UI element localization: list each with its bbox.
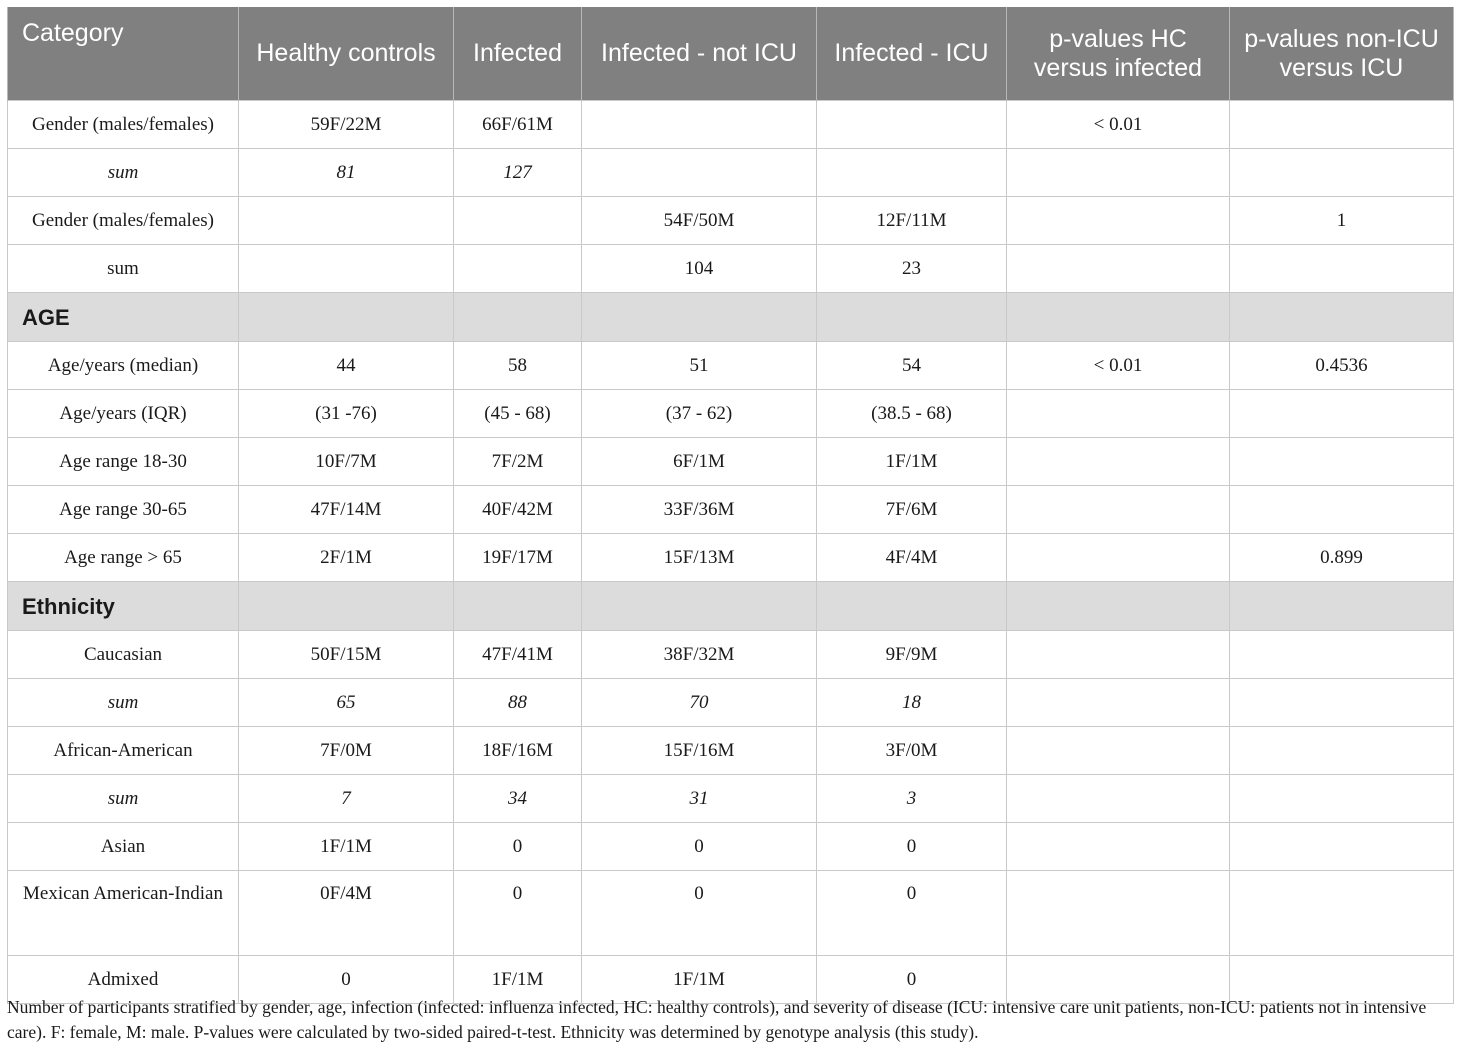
table-cell: 3F/0M — [817, 727, 1007, 775]
table-cell: 54F/50M — [582, 197, 817, 245]
table-cell — [454, 245, 582, 293]
section-cell — [1007, 582, 1230, 631]
table-cell: 0 — [239, 956, 454, 1004]
table-cell: 0 — [454, 871, 582, 956]
table-row — [8, 871, 1454, 956]
table-cell: 1F/1M — [582, 956, 817, 1004]
table-cell: 0 — [582, 871, 817, 956]
table-cell — [1007, 149, 1230, 197]
table-row — [8, 101, 1454, 149]
table-row — [8, 342, 1454, 390]
table-cell — [1007, 631, 1230, 679]
table-cell: (45 - 68) — [454, 390, 582, 438]
table-cell: 51 — [582, 342, 817, 390]
table-row — [8, 245, 1454, 293]
header-infected: Infected — [454, 7, 582, 101]
table-cell: 54 — [817, 342, 1007, 390]
table-cell: 18 — [817, 679, 1007, 727]
table-cell: 66F/61M — [454, 101, 582, 149]
table-caption: Number of participants stratified by gender, age, infection (infected: influenza infected, HC: healthy controls), and severity of disease (ICU: intensive care unit patients, non-ICU: patients not in intensive care). F: female, M: male. P-values were calculated by two-sided paired-t-test. Ethnicity was determined by genotype analysis (this study). — [7, 997, 1427, 1042]
row-label-cell: Age/years (median) — [8, 342, 239, 390]
table-cell: 9F/9M — [817, 631, 1007, 679]
table-cell: 31 — [582, 775, 817, 823]
table-cell: (37 - 62) — [582, 390, 817, 438]
section-cell — [582, 582, 817, 631]
table-cell — [1230, 679, 1454, 727]
table-cell: 4F/4M — [817, 534, 1007, 582]
table-cell: 1F/1M — [817, 438, 1007, 486]
section-cell — [454, 293, 582, 342]
table-cell: 47F/14M — [239, 486, 454, 534]
table-cell — [1007, 534, 1230, 582]
row-label-cell: Age range 30-65 — [8, 486, 239, 534]
table-cell: 34 — [454, 775, 582, 823]
table-cell — [1007, 679, 1230, 727]
row-label-cell: Caucasian — [8, 631, 239, 679]
table-cell — [817, 101, 1007, 149]
table-cell — [1230, 438, 1454, 486]
table-cell: 0 — [817, 823, 1007, 871]
header-infected-not-icu: Infected - not ICU — [582, 7, 817, 101]
table-row — [8, 727, 1454, 775]
table-cell: 2F/1M — [239, 534, 454, 582]
table-cell: 59F/22M — [239, 101, 454, 149]
table-cell: 0F/4M — [239, 871, 454, 956]
table-cell — [582, 149, 817, 197]
table-cell: 40F/42M — [454, 486, 582, 534]
header-infected-icu: Infected - ICU — [817, 7, 1007, 101]
row-label-cell: Gender (males/females) — [8, 101, 239, 149]
table-cell: (38.5 - 68) — [817, 390, 1007, 438]
table-cell — [239, 245, 454, 293]
table-row — [8, 197, 1454, 245]
section-cell — [239, 582, 454, 631]
table-cell: 6F/1M — [582, 438, 817, 486]
table-cell: 0 — [817, 956, 1007, 1004]
header-category: Category — [8, 7, 239, 101]
table-cell: 0 — [817, 871, 1007, 956]
table-cell: 0.899 — [1230, 534, 1454, 582]
row-label-cell: Age range 18-30 — [8, 438, 239, 486]
table-cell: 38F/32M — [582, 631, 817, 679]
section-cell — [1230, 582, 1454, 631]
table-cell: 65 — [239, 679, 454, 727]
section-cell — [1230, 293, 1454, 342]
table-cell: 18F/16M — [454, 727, 582, 775]
section-row — [8, 582, 1454, 631]
table-row — [8, 486, 1454, 534]
table-cell — [454, 197, 582, 245]
table-cell: 88 — [454, 679, 582, 727]
section-label: Ethnicity — [8, 582, 239, 631]
table-cell: 7F/0M — [239, 727, 454, 775]
table-cell: 81 — [239, 149, 454, 197]
section-cell — [817, 293, 1007, 342]
table-cell: 50F/15M — [239, 631, 454, 679]
table-cell: 33F/36M — [582, 486, 817, 534]
table-cell — [1230, 245, 1454, 293]
table-cell — [1007, 390, 1230, 438]
table-cell: 3 — [817, 775, 1007, 823]
table-cell: 127 — [454, 149, 582, 197]
table-cell — [1230, 149, 1454, 197]
table-cell: 0 — [582, 823, 817, 871]
section-row — [8, 293, 1454, 342]
table-row — [8, 775, 1454, 823]
table-cell — [1230, 775, 1454, 823]
row-label-cell: sum — [8, 245, 239, 293]
table-row — [8, 679, 1454, 727]
table-cell: 104 — [582, 245, 817, 293]
table-body — [8, 101, 1454, 1004]
row-label-cell: Age/years (IQR) — [8, 390, 239, 438]
table-cell — [1230, 390, 1454, 438]
table-cell — [582, 101, 817, 149]
table-row — [8, 823, 1454, 871]
table-cell: 12F/11M — [817, 197, 1007, 245]
section-cell — [239, 293, 454, 342]
table-cell: 1F/1M — [454, 956, 582, 1004]
table-row — [8, 149, 1454, 197]
table-cell: 0.4536 — [1230, 342, 1454, 390]
table-cell: 47F/41M — [454, 631, 582, 679]
table-cell: (31 -76) — [239, 390, 454, 438]
table-cell — [1007, 775, 1230, 823]
table-cell — [1007, 727, 1230, 775]
table-cell: < 0.01 — [1007, 101, 1230, 149]
table-cell — [1007, 438, 1230, 486]
table-cell — [817, 149, 1007, 197]
table-cell: 23 — [817, 245, 1007, 293]
table-cell: 7F/6M — [817, 486, 1007, 534]
table-cell: 10F/7M — [239, 438, 454, 486]
section-cell — [582, 293, 817, 342]
table-cell: 44 — [239, 342, 454, 390]
row-label-cell: Gender (males/females) — [8, 197, 239, 245]
table-cell: 7F/2M — [454, 438, 582, 486]
table-cell — [1230, 823, 1454, 871]
row-label-cell: sum — [8, 775, 239, 823]
table-cell: 15F/13M — [582, 534, 817, 582]
table-cell — [1007, 823, 1230, 871]
row-label-cell: sum — [8, 679, 239, 727]
header-healthy-controls: Healthy controls — [239, 7, 454, 101]
table-cell: 58 — [454, 342, 582, 390]
row-label-cell: Age range > 65 — [8, 534, 239, 582]
table-cell — [1007, 245, 1230, 293]
table-cell: 7 — [239, 775, 454, 823]
section-cell — [1007, 293, 1230, 342]
participants-table — [7, 7, 1454, 1004]
table-header-row — [8, 7, 1454, 101]
header-p-values-hc: p-values HC versus infected — [1007, 7, 1230, 101]
table-cell: 0 — [454, 823, 582, 871]
section-cell — [817, 582, 1007, 631]
table-cell: 1F/1M — [239, 823, 454, 871]
table-row — [8, 534, 1454, 582]
table-cell — [1230, 101, 1454, 149]
row-label-cell: Mexican American-Indian — [8, 871, 239, 956]
table-row — [8, 631, 1454, 679]
table-cell: 70 — [582, 679, 817, 727]
table-cell: 1 — [1230, 197, 1454, 245]
table-row — [8, 438, 1454, 486]
section-cell — [454, 582, 582, 631]
table-cell: 19F/17M — [454, 534, 582, 582]
table-cell — [1007, 197, 1230, 245]
table-cell — [1230, 727, 1454, 775]
row-label-cell: African-American — [8, 727, 239, 775]
table-cell — [1230, 871, 1454, 956]
table-row — [8, 390, 1454, 438]
table-cell — [239, 197, 454, 245]
header-p-values-icu: p-values non-ICU versus ICU — [1230, 7, 1454, 101]
table-cell: < 0.01 — [1007, 342, 1230, 390]
row-label-cell: Asian — [8, 823, 239, 871]
section-label: AGE — [8, 293, 239, 342]
table-cell — [1230, 486, 1454, 534]
table-cell — [1230, 631, 1454, 679]
table-cell — [1007, 871, 1230, 956]
row-label-cell: sum — [8, 149, 239, 197]
row-label-cell: Admixed — [8, 956, 239, 1004]
table-cell — [1007, 486, 1230, 534]
table-cell: 15F/16M — [582, 727, 817, 775]
